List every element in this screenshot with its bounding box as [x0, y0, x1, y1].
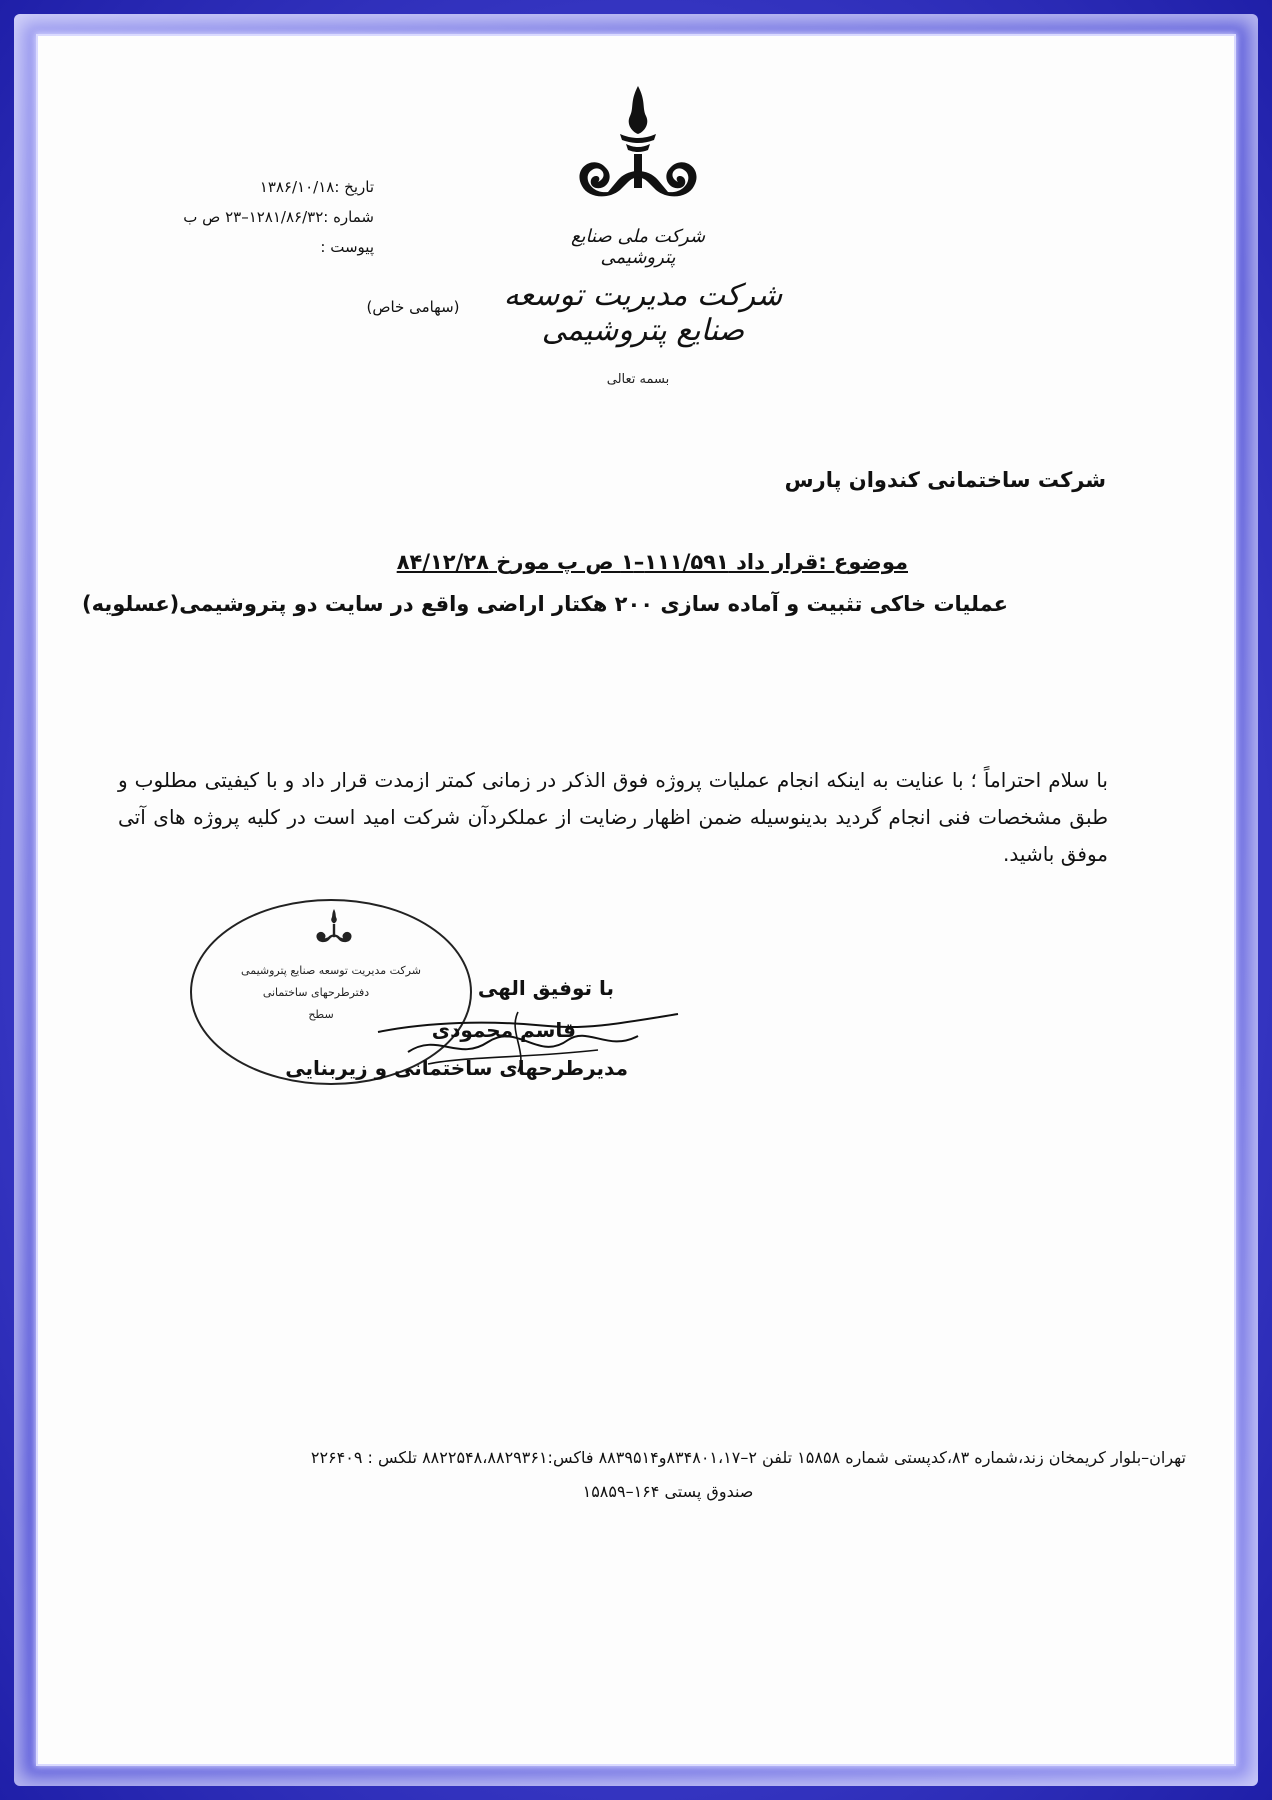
seal-line-3: سطح [308, 1008, 334, 1021]
recipient: شرکت ساختمانی کندوان پارس [784, 468, 1106, 492]
letter-paper [38, 36, 1234, 1764]
seal-logo-icon [316, 909, 351, 942]
subject-line: موضوع :قرار داد ۱۱۱/۵۹۱–۱ ص پ مورخ ۸۴/۱۲/۲۸ [396, 550, 908, 574]
letter-body: با سلام احتراماً ؛ با عنایت به اینکه انجام عملیات پروژه فوق الذکر در زمانی کمتر ازمدت قرار داد و با کیفیتی مطلوب و طبق مشخصات فنی انجام گردید بدینوسیله ضمن اظهار رضایت از عملکردآن شرکت امید است در کلیه پروژه های آتی موفق باشید. [118, 768, 1108, 866]
seal-line-1: شرکت مدیریت توسعه صنایع پتروشیمی [241, 964, 421, 977]
subject-description: عملیات خاکی تثبیت و آماده سازی ۲۰۰ هکتار اراضی واقع در سایت دو پتروشیمی(عسلویه) [82, 592, 1008, 616]
letter-number: شماره :۱۲۸۱/۸۶/۳۲–۲۳ ص ب [183, 208, 374, 226]
letter-attachment: پیوست : [320, 238, 374, 256]
company-name-script: شرکت مدیریت توسعه صنایع پتروشیمی [503, 278, 783, 348]
footer-address: تهران–بلوار کریمخان زند،شماره ۸۳،کدپستی شماره ۱۵۸۵۸ تلفن ۲–۸۳۴۸۰۱،۱۷و۸۸۳۹۵۱۴ فاکس:۸۸۲۲۵۴۸،۸۸۲۹۳۶۱ تلکس : ۲۲۶۴۰۹ [310, 1448, 1186, 1467]
footer-po-box: صندوق پستی ۱۶۴–۱۵۸۵۹ [582, 1482, 754, 1501]
closing-phrase: با توفیق الهی [477, 976, 614, 1000]
signer-name: قاسم محمودی [431, 1018, 576, 1042]
invocation-tagline: بسمه تعالی [606, 372, 670, 387]
signer-title: مدیرطرحهای ساختمانی و زیربنایی [285, 1056, 628, 1080]
company-type: (سهامی خاص) [366, 298, 460, 316]
letter-date: تاریخ :۱۳۸۶/۱۰/۱۸ [259, 178, 374, 196]
seal-line-2: دفترطرحهای ساختمانی [262, 986, 370, 999]
petrochemical-logo [538, 76, 738, 236]
logo-caption: شرکت ملی صنایع پتروشیمی [570, 226, 706, 268]
